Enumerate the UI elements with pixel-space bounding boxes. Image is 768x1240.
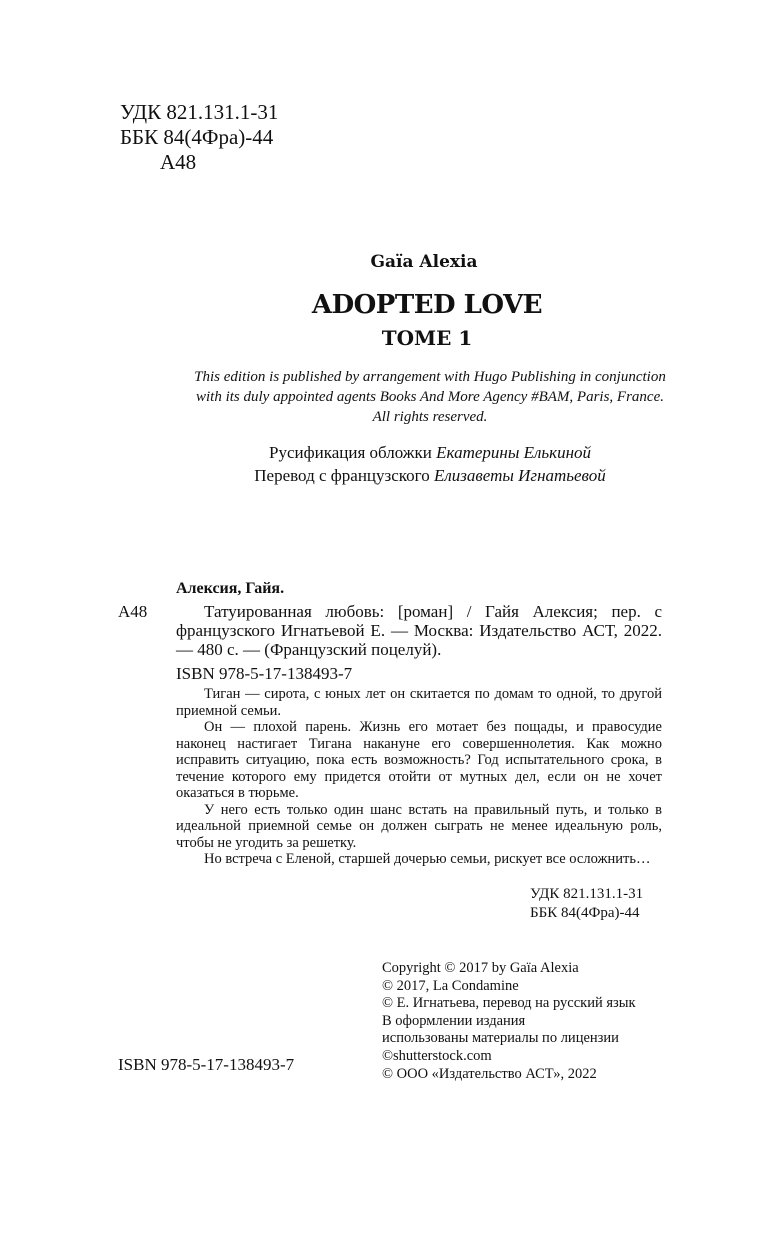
copyright-line: использованы материалы по лицензии — [382, 1030, 619, 1047]
translation-credit-label: Перевод с французского — [254, 466, 434, 485]
cover-credit — [200, 441, 660, 464]
author-mark: А48 — [160, 150, 197, 174]
cover-credit-name: Екатерины Елькиной — [436, 443, 592, 462]
credits-block — [200, 441, 660, 487]
annotation-paragraph: У него есть только один шанс встать на правильный путь, и только в идеальной приемной семье он должен сыграть не менее идеальную роль, чтобы не угодить за решетку. — [176, 801, 662, 851]
bottom-classification-codes — [530, 885, 643, 923]
book-title: ADOPTED LOVE — [311, 290, 543, 320]
book-volume: TOME 1 — [381, 326, 473, 350]
catalog-card-code: А48 — [118, 602, 148, 621]
copyright-line: © 2017, La Condamine — [382, 977, 519, 994]
annotation-paragraph: Но встреча с Еленой, старшей дочерью семьи, рискует все осложнить… — [204, 851, 651, 867]
classification-codes — [120, 100, 278, 175]
copyright-line: © Е. Игнатьева, перевод на русский язык — [382, 995, 636, 1012]
cover-credit-label: Русификация обложки — [268, 443, 437, 462]
catalog-card-author: Алексия, Гайя. — [176, 580, 285, 597]
edition-note: This edition is published by arrangement with Hugo Publishing in conjunction with its duly appointed agents Books And More Agency #BAM, Paris, France. All rights reserved. — [194, 369, 666, 425]
bottom-udk-code: УДК 821.131.1-31 — [530, 886, 644, 902]
annotation-paragraph: Тиган — сирота, с юных лет он скитается по домам то одной, то другой приемной семьи. — [176, 686, 662, 719]
catalog-card-description: Татуированная любовь: [роман] / Гайя Алексия; пер. с французского Игнатьевой Е. — Москва: Издательство АСТ, 2022. — 480 с. — (Французский поцелуй). — [176, 602, 662, 659]
copyright-line: В оформлении издания — [382, 1012, 526, 1029]
catalog-card-isbn: ISBN 978-5-17-138493-7 — [176, 664, 353, 683]
copyright-line: ©shutterstock.com — [382, 1047, 492, 1064]
translation-credit — [200, 464, 660, 487]
book-author: Gaïa Alexia — [370, 252, 478, 272]
isbn-bottom: ISBN 978-5-17-138493-7 — [118, 1055, 295, 1074]
annotation-paragraph: Он — плохой парень. Жизнь его мотает без пощады, и правосудие наконец настигает Тигана накануне его совершеннолетия. Как можно исправить ситуацию, пока есть возможность? Год испытательного срока, в течение которого ему придется отойти от мутных дел, если он не хочет оказаться в тюрьме. — [176, 719, 662, 801]
copyright-block — [382, 960, 636, 1083]
bottom-bbk-code: ББК 84(4Фра)-44 — [530, 905, 640, 921]
copyright-line: © ООО «Издательство АСТ», 2022 — [382, 1065, 597, 1082]
copyright-line: Copyright © 2017 by Gaïa Alexia — [382, 960, 579, 976]
translation-credit-name: Елизаветы Игнатьевой — [433, 466, 606, 485]
annotation — [176, 686, 662, 868]
udk-code: УДК 821.131.1-31 — [120, 100, 279, 124]
bbk-code: ББК 84(4Фра)-44 — [120, 125, 274, 149]
